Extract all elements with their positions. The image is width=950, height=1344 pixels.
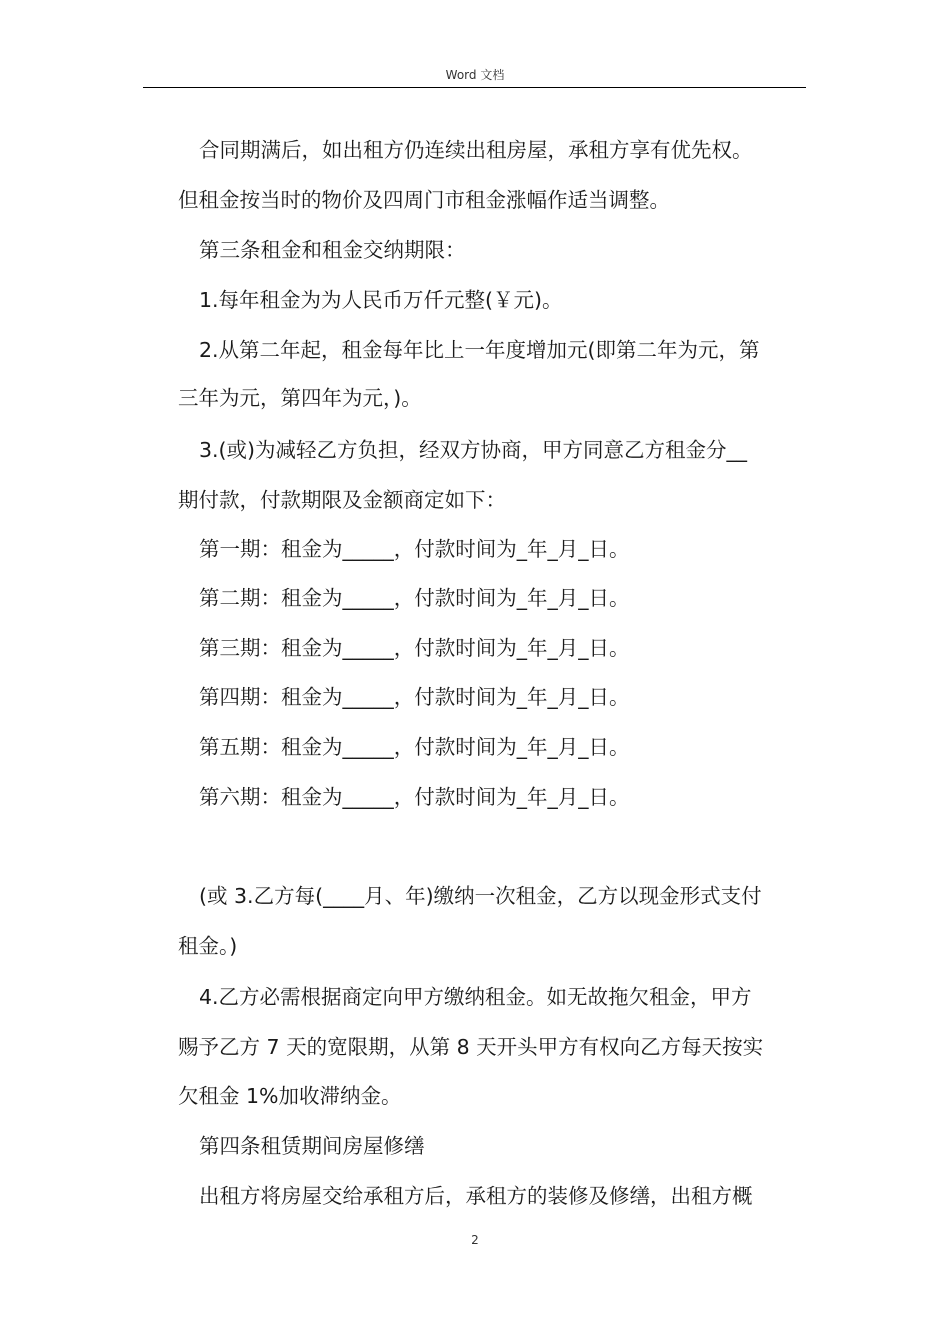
paragraph-line: 3.(或)为减轻乙方负担，经双方协商，甲方同意乙方租金分__	[199, 438, 748, 462]
payment-period-line: 第三期：租金为_____，付款时间为_年_月_日。	[199, 636, 630, 660]
section-heading: 第三条租金和租金交纳期限：	[199, 238, 466, 262]
payment-period-line: 第六期：租金为_____，付款时间为_年_月_日。	[199, 785, 630, 809]
paragraph-line: 合同期满后，如出租方仍连续出租房屋，承租方享有优先权。	[199, 138, 753, 162]
paragraph-line: 期付款，付款期限及金额商定如下：	[178, 488, 506, 512]
paragraph-line: 1.每年租金为为人民币万仟元整(￥元)。	[199, 288, 563, 312]
page-number: 2	[471, 1233, 479, 1247]
paragraph-line: 赐予乙方 7 天的宽限期，从第 8 天开头甲方有权向乙方每天按实	[178, 1035, 764, 1059]
paragraph-line: 但租金按当时的物价及四周门市租金涨幅作适当调整。	[178, 188, 670, 212]
paragraph-line: (或 3.乙方每(____月、年)缴纳一次租金，乙方以现金形式支付	[199, 884, 762, 908]
paragraph-line: 欠租金 1%加收滞纳金。	[178, 1084, 402, 1108]
paragraph-line: 出租方将房屋交给承租方后，承租方的装修及修缮，出租方概	[199, 1184, 753, 1208]
header-rule	[143, 87, 806, 88]
paragraph-line: 4.乙方必需根据商定向甲方缴纳租金。如无故拖欠租金，甲方	[199, 985, 752, 1009]
payment-period-line: 第二期：租金为_____，付款时间为_年_月_日。	[199, 586, 630, 610]
header-title: Word 文档	[445, 68, 505, 82]
paragraph-line: 2.从第二年起，租金每年比上一年度增加元(即第二年为元，第	[199, 338, 760, 362]
payment-period-line: 第一期：租金为_____，付款时间为_年_月_日。	[199, 537, 630, 561]
paragraph-line: 租金。)	[178, 934, 238, 958]
paragraph-line: 三年为元，第四年为元，)。	[178, 386, 422, 410]
payment-period-line: 第四期：租金为_____，付款时间为_年_月_日。	[199, 685, 630, 709]
payment-period-line: 第五期：租金为_____，付款时间为_年_月_日。	[199, 735, 630, 759]
section-heading: 第四条租赁期间房屋修缮	[199, 1134, 425, 1158]
